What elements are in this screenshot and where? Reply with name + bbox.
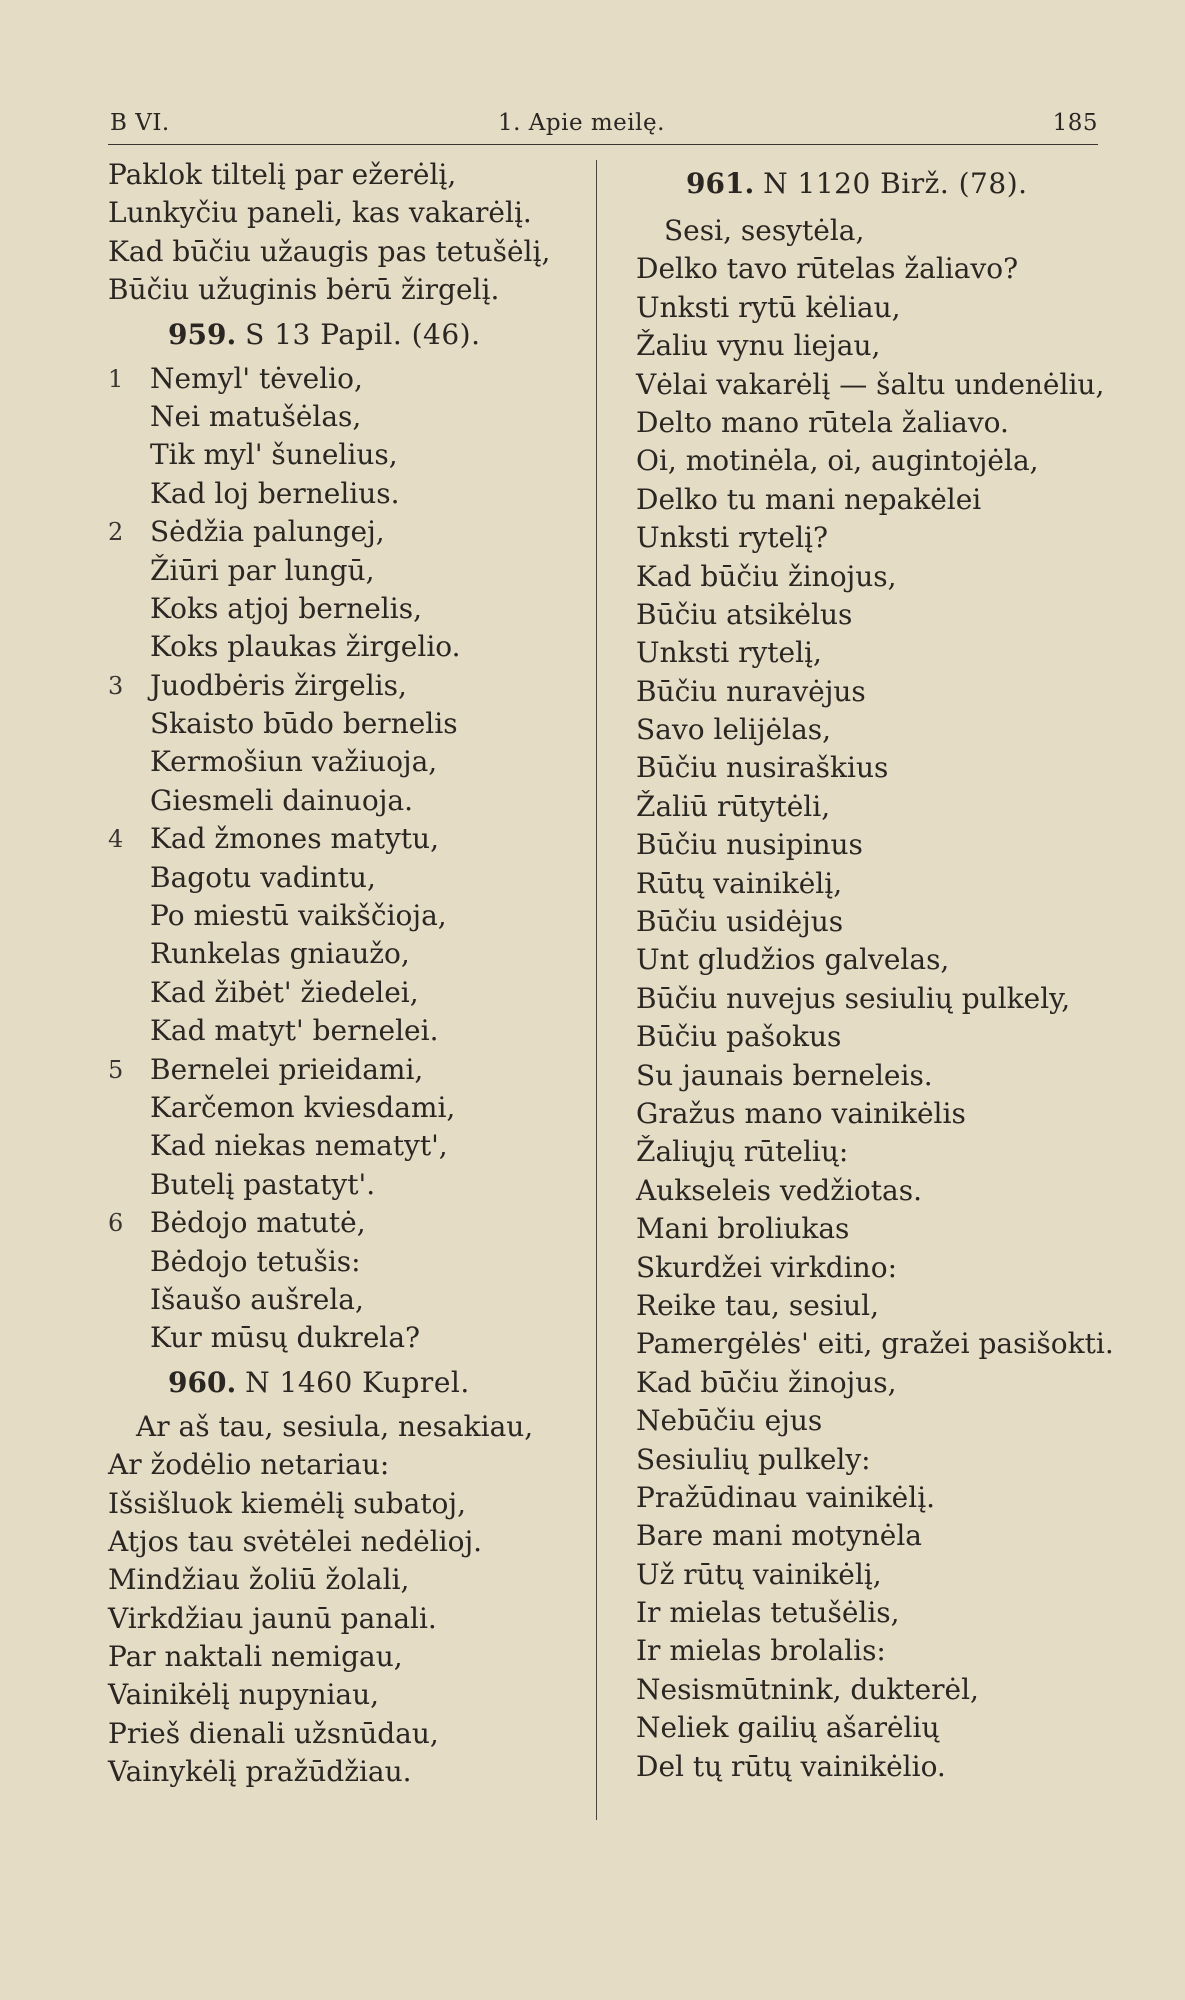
verse-line: Juodbėris žirgelis, bbox=[150, 668, 407, 702]
verse-line: Už rūtų vainikėlį, bbox=[636, 1557, 882, 1591]
song-959-stanza-3 bbox=[108, 667, 588, 821]
song-959-stanza-1 bbox=[108, 360, 588, 514]
verse-line: Bėdojo matutė, bbox=[150, 1206, 366, 1240]
song-959-heading bbox=[108, 310, 588, 360]
verse-line: Delko tavo rūtelas žaliavo? bbox=[636, 252, 1019, 286]
verse-line: Unt gludžios galvelas, bbox=[636, 943, 950, 977]
verse-line: Būčiu pašokus bbox=[636, 1020, 842, 1054]
verse-line: Vainikėlį nupyniau, bbox=[108, 1678, 380, 1712]
verse-line: Žaliū rūtytėli, bbox=[636, 789, 831, 823]
song-source: N 1120 Birž. (78). bbox=[763, 167, 1028, 200]
song-959-stanza-4 bbox=[108, 820, 588, 1050]
verse-line: Delto mano rūtela žaliavo. bbox=[636, 405, 1009, 439]
verse-line: Kad niekas nematyt', bbox=[150, 1129, 448, 1163]
verse-line: Su jaunais berneleis. bbox=[636, 1058, 933, 1092]
verse-line: Nemyl' tėvelio, bbox=[150, 361, 363, 395]
stanza-number: 5 bbox=[108, 1055, 124, 1084]
song-961-verse bbox=[636, 212, 1114, 1786]
verse-line: Bernelei prieidami, bbox=[150, 1052, 424, 1086]
verse-line: Būčiu nusiraškius bbox=[636, 751, 889, 785]
verse-line: Bėdojo tetušis: bbox=[150, 1244, 361, 1278]
verse-line: Pražūdinau vainikėlį. bbox=[636, 1480, 936, 1514]
song-959-stanza-5 bbox=[108, 1051, 588, 1205]
verse-line: Mani broliukas bbox=[636, 1212, 850, 1246]
verse-line: Kad žmones matytu, bbox=[150, 822, 439, 856]
verse-line: Karčemon kviesdami, bbox=[150, 1090, 456, 1124]
verse-line: Pamergėlės' eiti, gražei pasišokti. bbox=[636, 1327, 1114, 1361]
intro-verse bbox=[108, 156, 588, 310]
stanza-number: 2 bbox=[108, 518, 124, 547]
song-source: N 1460 Kuprel. bbox=[245, 1365, 470, 1399]
song-source: S 13 Papil. (46). bbox=[245, 317, 481, 351]
left-column bbox=[108, 156, 588, 1792]
verse-line: Nesismūtnink, dukterėl, bbox=[636, 1672, 979, 1706]
verse-line: Ir mielas brolalis: bbox=[636, 1634, 886, 1668]
song-959-stanza-2 bbox=[108, 513, 588, 667]
verse-line: Būčiu nuvejus sesiulių pulkely, bbox=[636, 981, 1071, 1015]
verse-line: Skaisto būdo bernelis bbox=[150, 707, 458, 741]
song-959-stanza-6 bbox=[108, 1204, 588, 1358]
verse-line: Kad būčiu užaugis pas tetušėlį, bbox=[108, 234, 551, 268]
song-961-heading bbox=[636, 156, 1106, 212]
stanza-number: 3 bbox=[108, 671, 124, 700]
verse-line: Ar žodėlio netariau: bbox=[108, 1448, 390, 1482]
verse-line: Delko tu mani nepakėlei bbox=[636, 482, 982, 516]
verse-line: Savo lelijėlas, bbox=[636, 713, 832, 747]
verse-line: Mindžiau žoliū žolali, bbox=[108, 1563, 410, 1597]
verse-line: Žiūri par lungū, bbox=[150, 553, 375, 587]
verse-line: Sėdžia palungej, bbox=[150, 515, 385, 549]
verse-line: Giesmeli dainuoja. bbox=[150, 783, 413, 817]
song-number: 960. bbox=[168, 1365, 237, 1399]
verse-line: Oi, motinėla, oi, augintojėla, bbox=[636, 444, 1039, 478]
song-960-heading bbox=[108, 1358, 588, 1408]
verse-line: Kad būčiu žinojus, bbox=[636, 1365, 897, 1399]
verse-line: Išsišluok kiemėlį subatoj, bbox=[108, 1486, 466, 1520]
verse-line: Žaliu vynu liejau, bbox=[636, 329, 881, 363]
verse-line: Kad būčiu žinojus, bbox=[636, 559, 897, 593]
verse-line: Kermošiun važiuoja, bbox=[150, 745, 438, 779]
verse-line: Atjos tau svėtėlei nedėlioj. bbox=[108, 1524, 483, 1558]
verse-line: Vėlai vakarėlį — šaltu undenėliu, bbox=[636, 367, 1105, 401]
verse-line: Virkdžiau jaunū panali. bbox=[108, 1601, 437, 1635]
verse-line: Neliek gailių ašarėlių bbox=[636, 1711, 940, 1745]
verse-line: Būčiu usidėjus bbox=[636, 905, 844, 939]
verse-line: Del tų rūtų vainikėlio. bbox=[636, 1749, 946, 1783]
song-number: 959. bbox=[168, 317, 237, 351]
column-divider bbox=[596, 160, 597, 1820]
running-head bbox=[108, 108, 1098, 145]
verse-line: Unksti rytelį? bbox=[636, 521, 829, 555]
verse-line: Kad matyt' bernelei. bbox=[150, 1014, 439, 1048]
verse-line: Ar aš tau, sesiula, nesakiau, bbox=[136, 1409, 534, 1443]
verse-line: Butelį pastatyt'. bbox=[150, 1167, 376, 1201]
verse-line: Kad loj bernelius. bbox=[150, 476, 400, 510]
verse-line: Būčiu nuravėjus bbox=[636, 674, 866, 708]
verse-line: Žaliųjų rūtelių: bbox=[636, 1135, 849, 1169]
verse-line: Tik myl' šunelius, bbox=[150, 438, 398, 472]
verse-line: Unksti rytū kėliau, bbox=[636, 290, 901, 324]
verse-line: Nebūčiu ejus bbox=[636, 1404, 823, 1438]
verse-line: Po miestū vaikščioja, bbox=[150, 899, 447, 933]
verse-line: Nei matušėlas, bbox=[150, 399, 362, 433]
verse-line: Runkelas gniaužo, bbox=[150, 937, 410, 971]
verse-line: Unksti rytelį, bbox=[636, 636, 822, 670]
verse-line: Prieš dienali užsnūdau, bbox=[108, 1716, 439, 1750]
stanza-number: 1 bbox=[108, 364, 124, 393]
right-column bbox=[636, 156, 1114, 1786]
verse-line: Išaušo aušrela, bbox=[150, 1282, 364, 1316]
verse-line: Paklok tiltelį par ežerėlį, bbox=[108, 158, 457, 191]
verse-line: Skurdžei virkdino: bbox=[636, 1250, 897, 1284]
verse-line: Kur mūsų dukrela? bbox=[150, 1321, 421, 1355]
song-960-verse bbox=[108, 1408, 588, 1792]
verse-line: Koks plaukas žirgelio. bbox=[150, 630, 461, 664]
verse-line: Par naktali nemigau, bbox=[108, 1640, 403, 1674]
verse-line: Vainykėlį pražūdžiau. bbox=[108, 1755, 412, 1789]
chapter-title: 1. Apie meilę. bbox=[498, 110, 665, 136]
verse-line: Rūtų vainikėlį, bbox=[636, 866, 843, 900]
verse-line: Būčiu atsikėlus bbox=[636, 597, 853, 631]
verse-line: Būčiu nusipinus bbox=[636, 828, 863, 862]
stanza-number: 6 bbox=[108, 1209, 124, 1238]
verse-line: Koks atjoj bernelis, bbox=[150, 591, 422, 625]
verse-line: Reike tau, sesiul, bbox=[636, 1288, 879, 1322]
verse-line: Sesi, sesytėla, bbox=[664, 214, 865, 247]
verse-line: Aukseleis vedžiotas. bbox=[636, 1173, 923, 1207]
verse-line: Lunkyčiu paneli, kas vakarėlį. bbox=[108, 196, 532, 230]
verse-line: Gražus mano vainikėlis bbox=[636, 1096, 966, 1130]
verse-line: Būčiu užuginis bėrū žirgelį. bbox=[108, 273, 500, 307]
page-number: 185 bbox=[1052, 110, 1098, 136]
section-label: B VI. bbox=[110, 110, 170, 136]
verse-line: Sesiulių pulkely: bbox=[636, 1442, 871, 1476]
song-number: 961. bbox=[686, 167, 755, 200]
verse-line: Kad žibėt' žiedelei, bbox=[150, 975, 419, 1009]
verse-line: Ir mielas tetušėlis, bbox=[636, 1596, 900, 1630]
stanza-number: 4 bbox=[108, 825, 124, 854]
verse-line: Bare mani motynėla bbox=[636, 1519, 922, 1553]
verse-line: Bagotu vadintu, bbox=[150, 860, 376, 894]
